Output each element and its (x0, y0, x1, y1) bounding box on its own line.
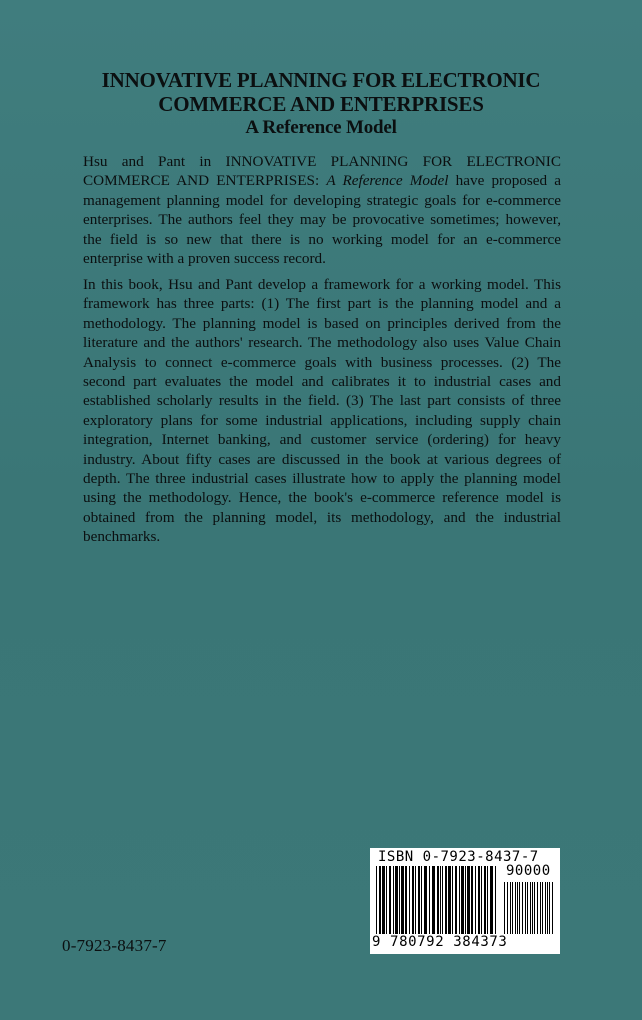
title-line-1: INNOVATIVE PLANNING FOR ELECTRONIC (101, 68, 541, 92)
description-paragraph-2: In this book, Hsu and Pant develop a framework for a working model. This framework has three parts: (1) The first part is the planning model and a methodology. The planning model is based on principles derived from the literature and the authors' research. The methodology also uses Value Chain Analysis to connect e-commerce goals with business processes. (2) The second part evaluates the model and calibrates it to industrial cases and established scholarly results in the field. (3) The last part consists of three exploratory plans for some industrial applications, including supply chain integration, Internet banking, and customer service (ordering) for heavy industry. About fifty cases are discussed in the book at various degrees of depth. The three industrial cases illustrate how to apply the planning model using the methodology. Hence, the book's e-commerce reference model is obtained from the planning model, its methodology, and the industrial benchmarks. (83, 276, 561, 546)
barcode-bar (549, 882, 550, 934)
ean-barcode-bars (376, 866, 500, 934)
description-paragraph-1 (83, 152, 561, 268)
barcode-bar (461, 866, 464, 934)
barcode-bar (504, 882, 505, 934)
barcode-bar (515, 882, 516, 934)
barcode-bar (440, 866, 441, 934)
barcode-bar (547, 882, 548, 934)
barcode-bar (395, 866, 398, 934)
barcode-bar (530, 882, 531, 934)
barcode-bar (507, 882, 508, 934)
isbn-barcode (370, 848, 560, 954)
barcode-isbn-label: ISBN 0-7923-8437-7 (378, 849, 539, 865)
barcode-bar (517, 882, 518, 934)
barcode-bar (393, 866, 394, 934)
barcode-bar (459, 866, 460, 934)
isbn-footer: 0-7923-8437-7 (62, 936, 167, 955)
title-line-2: COMMERCE AND ENTERPRISES (158, 92, 484, 116)
addon-barcode-bars (504, 882, 556, 934)
barcode-bar (455, 866, 457, 934)
barcode-bar (412, 866, 414, 934)
barcode-bar (465, 866, 466, 934)
barcode-bar (527, 882, 528, 934)
barcode-bar (512, 882, 513, 934)
barcode-bar (429, 866, 430, 934)
barcode-ean-digits: 9 780792 384373 (372, 934, 508, 950)
barcode-bar (437, 866, 439, 934)
barcode-bar (421, 866, 422, 934)
barcode-bar (478, 866, 480, 934)
barcode-bar (409, 866, 410, 934)
barcode-bar (545, 882, 546, 934)
barcode-bar (415, 866, 416, 934)
barcode-bar (386, 866, 387, 934)
barcode-bar (490, 866, 493, 934)
book-title (60, 68, 582, 140)
barcode-bar (537, 882, 538, 934)
barcode-bar (405, 866, 407, 934)
barcode-bar (418, 866, 420, 934)
barcode-bar (467, 866, 470, 934)
barcode-addon-digits: 90000 (506, 863, 551, 879)
barcode-bar (475, 866, 476, 934)
barcode-bar (540, 882, 541, 934)
barcode-bar (432, 866, 435, 934)
barcode-bar (445, 866, 447, 934)
barcode-bar (484, 866, 486, 934)
barcode-bar (522, 882, 523, 934)
p1-after-italic: have proposed a management planning model for developing strategic goals for e-commerce enterprises. The authors feel they may be provocative sometimes; however, the field is so new that there is no working model for an e-commerce enterprise with a proven success record. (83, 172, 561, 268)
barcode-bar (471, 866, 473, 934)
barcode-bar (481, 866, 482, 934)
barcode-bar (376, 866, 377, 934)
barcode-bar (542, 882, 543, 934)
barcode-bar (401, 866, 404, 934)
barcode-bar (519, 882, 520, 934)
barcode-bar (382, 866, 385, 934)
p1-italic-subtitle: A Reference Model (326, 172, 449, 190)
barcode-bar (399, 866, 400, 934)
barcode-bar (495, 866, 496, 934)
book-subtitle: A Reference Model (245, 117, 397, 138)
barcode-bar (552, 882, 553, 934)
barcode-bar (510, 882, 511, 934)
barcode-bar (389, 866, 391, 934)
barcode-bar (532, 882, 533, 934)
barcode-bar (448, 866, 451, 934)
barcode-bar (452, 866, 453, 934)
barcode-bar (379, 866, 381, 934)
barcode-bar (487, 866, 488, 934)
barcode-bar (424, 866, 427, 934)
p1-before-italic: Hsu and Pant in INNOVATIVE PLANNING FOR ELECTRONIC COMMERCE AND ENTERPRISES: (83, 153, 561, 190)
barcode-bar (534, 882, 535, 934)
barcode-bar (442, 866, 443, 934)
barcode-bar (525, 882, 526, 934)
